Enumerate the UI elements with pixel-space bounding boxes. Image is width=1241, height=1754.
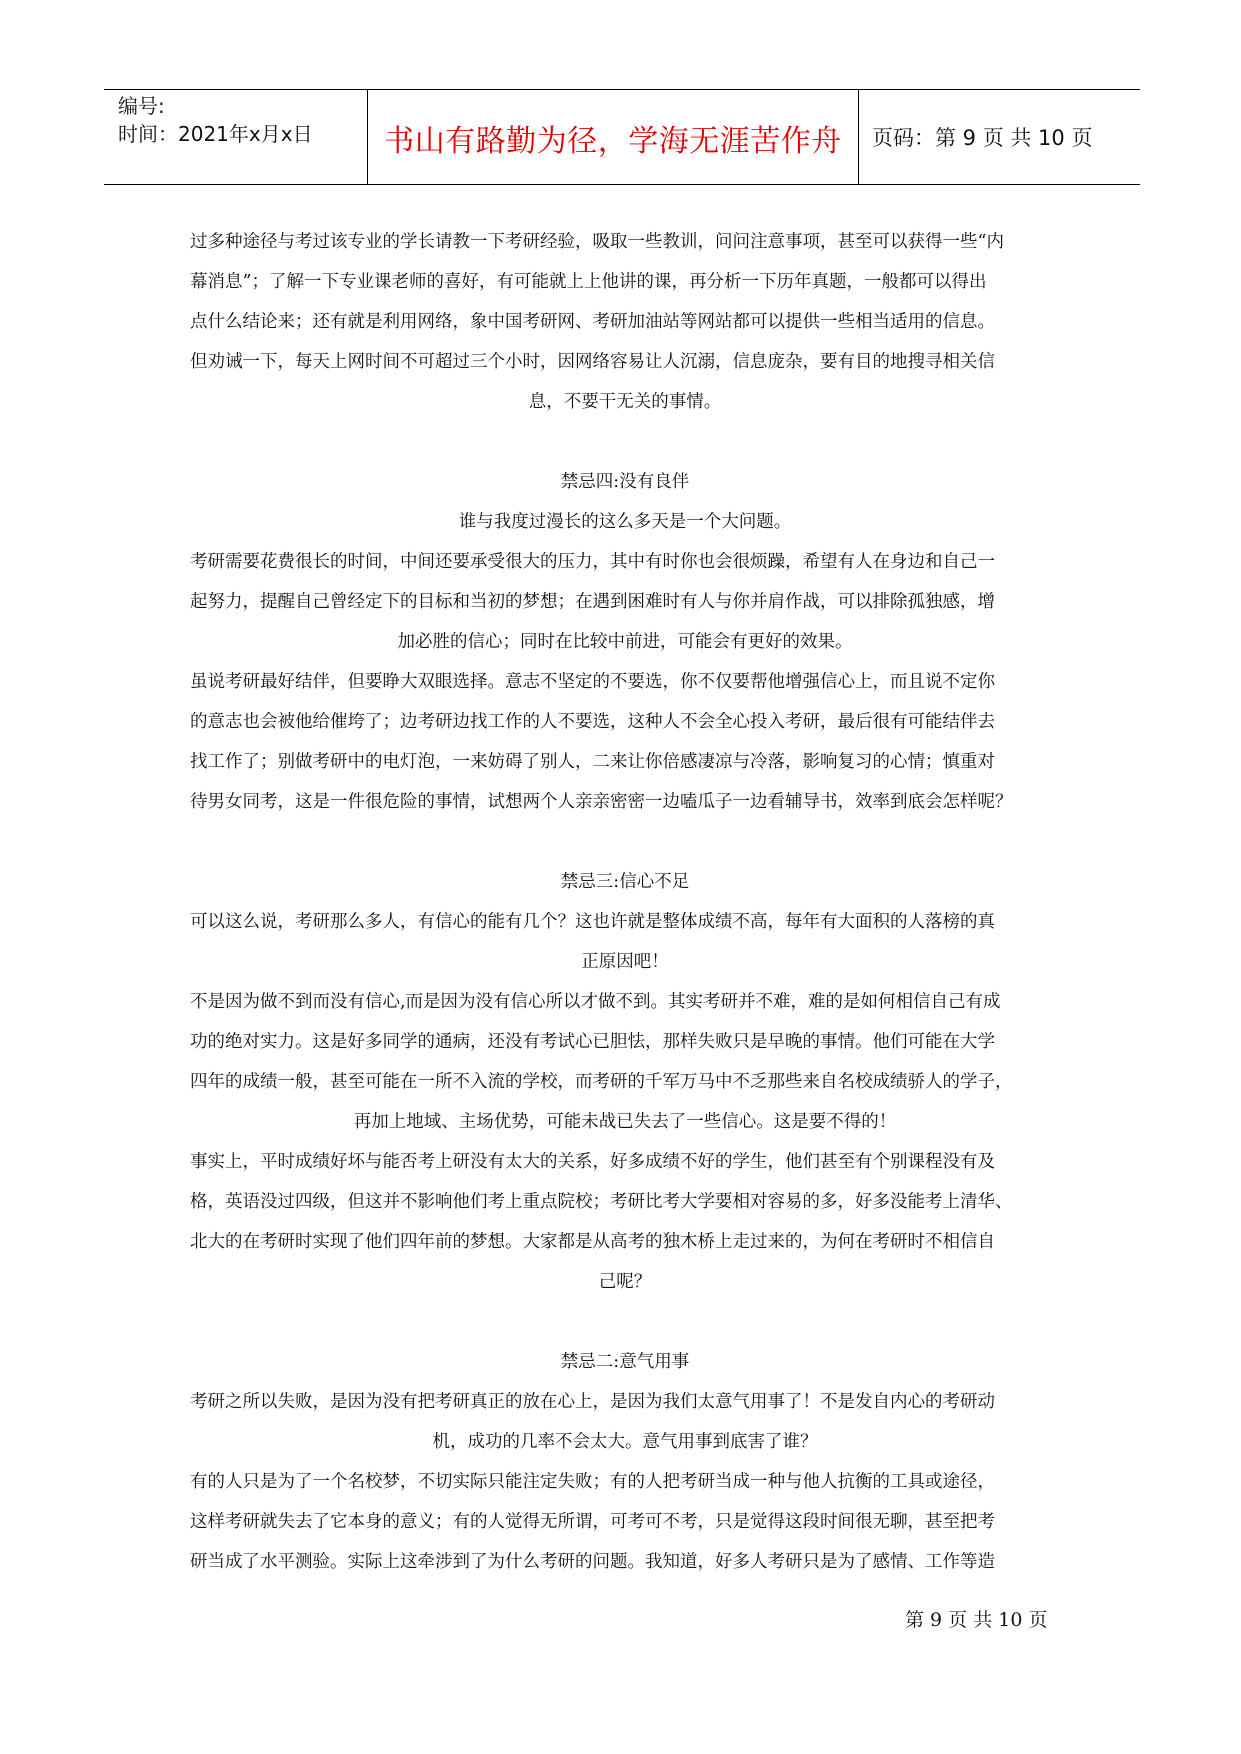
text-line: 但劝诫一下，每天上网时间不可超过三个小时，因网络容易让人沉溺，信息庞杂，要有目的地搜寻相关信 <box>190 352 995 372</box>
text-line: 不是因为做不到而没有信心,而是因为没有信心所以才做不到。其实考研并不难，难的是如何相信自己有成 <box>190 992 1001 1012</box>
paragraph-gap <box>190 1302 1060 1342</box>
text-line: 加必胜的信心；同时在比较中前进，可能会有更好的效果。 <box>397 632 853 652</box>
header-motto: 书山有路勤为径，学海无涯苦作舟 <box>384 124 842 159</box>
document-body <box>190 222 1060 1582</box>
text-line: 虽说考研最好结伴，但要睁大双眼选择。意志不坚定的不要选，你不仅要帮他增强信心上，而且说不定你 <box>190 672 995 692</box>
text-line: 机，成功的几率不会太大。意气用事到底害了谁？ <box>432 1432 818 1452</box>
section-heading: 禁忌四:没有良伴 <box>560 472 690 492</box>
text-line: 的意志也会被他给催垮了；边考研边找工作的人不要选，这种人不会全心投入考研，最后很有可能结伴去 <box>190 712 995 732</box>
text-line: 考研需要花费很长的时间，中间还要承受很大的压力，其中有时你也会很烦躁，希望有人在身边和自己一 <box>190 552 995 572</box>
text-line: 这样考研就失去了它本身的意义；有的人觉得无所谓，可考可不考，只是觉得这段时间很无聊，甚至把考 <box>190 1512 995 1532</box>
text-line: 可以这么说，考研那么多人，有信心的能有几个？这也许就是整体成绩不高，每年有大面积的人落榜的真 <box>190 912 995 932</box>
header-divider <box>858 90 859 184</box>
page-footer: 第 9 页 共 10 页 <box>905 1609 1048 1631</box>
document-time-label: 时间：2021年x月x日 <box>118 122 313 146</box>
text-line: 再加上地域、主场优势，可能未战已失去了一些信心。这是要不得的！ <box>353 1112 897 1132</box>
text-line: 过多种途径与考过该专业的学长请教一下考研经验，吸取一些教训，问问注意事项，甚至可以获得一些“内 <box>190 232 1004 252</box>
paragraph-gap <box>190 422 1060 462</box>
text-line: 正原因吧！ <box>581 952 669 972</box>
text-line: 待男女同考，这是一件很危险的事情，试想两个人亲亲密密一边嗑瓜子一边看辅导书，效率到底会怎样呢？ <box>190 792 1013 812</box>
header-page-info: 页码：第 9 页 共 10 页 <box>872 126 1093 150</box>
text-line: 格，英语没过四级，但这并不影响他们考上重点院校；考研比考大学要相对容易的多，好多没能考上清华、 <box>190 1192 1013 1212</box>
text-line: 四年的成绩一般，甚至可能在一所不入流的学校，而考研的千军万马中不乏那些来自名校成绩骄人的学子， <box>190 1072 1013 1092</box>
text-line: 幕消息”；了解一下专业课老师的喜好，有可能就上上他讲的课，再分析一下历年真题，一般都可以得出 <box>190 272 987 292</box>
text-line: 点什么结论来；还有就是利用网络，象中国考研网、考研加油站等网站都可以提供一些相当适用的信息。 <box>190 312 995 332</box>
text-line: 考研之所以失败，是因为没有把考研真正的放在心上，是因为我们太意气用事了！不是发自内心的考研动 <box>190 1392 995 1412</box>
text-line: 己呢？ <box>598 1272 652 1292</box>
text-line: 息，不要干无关的事情。 <box>528 392 722 412</box>
text-line: 北大的在考研时实现了他们四年前的梦想。大家都是从高考的独木桥上走过来的，为何在考研时不相信自 <box>190 1232 995 1252</box>
text-line: 功的绝对实力。这是好多同学的通病，还没有考试心已胆怯，那样失败只是早晚的事情。他们可能在大学 <box>190 1032 995 1052</box>
document-number-label: 编号: <box>118 94 165 118</box>
text-line: 找工作了；别做考研中的电灯泡，一来妨碍了别人，二来让你倍感凄凉与冷落，影响复习的心情；慎重对 <box>190 752 995 772</box>
header-table <box>104 89 1140 185</box>
section-heading: 禁忌二:意气用事 <box>560 1352 690 1372</box>
text-line: 研当成了水平测验。实际上这牵涉到了为什么考研的问题。我知道，好多人考研只是为了感情、工作等造 <box>190 1552 995 1572</box>
section-intro: 谁与我度过漫长的这么多天是一个大问题。 <box>458 512 792 532</box>
text-line: 事实上，平时成绩好坏与能否考上研没有太大的关系，好多成绩不好的学生，他们甚至有个别课程没有及 <box>190 1152 995 1172</box>
paragraph-gap <box>190 822 1060 862</box>
text-line: 起努力，提醒自己曾经定下的目标和当初的梦想；在遇到困难时有人与你并肩作战，可以排除孤独感，增 <box>190 592 995 612</box>
section-heading: 禁忌三:信心不足 <box>560 872 690 892</box>
text-line: 有的人只是为了一个名校梦，不切实际只能注定失败；有的人把考研当成一种与他人抗衡的工具或途径， <box>190 1472 995 1492</box>
